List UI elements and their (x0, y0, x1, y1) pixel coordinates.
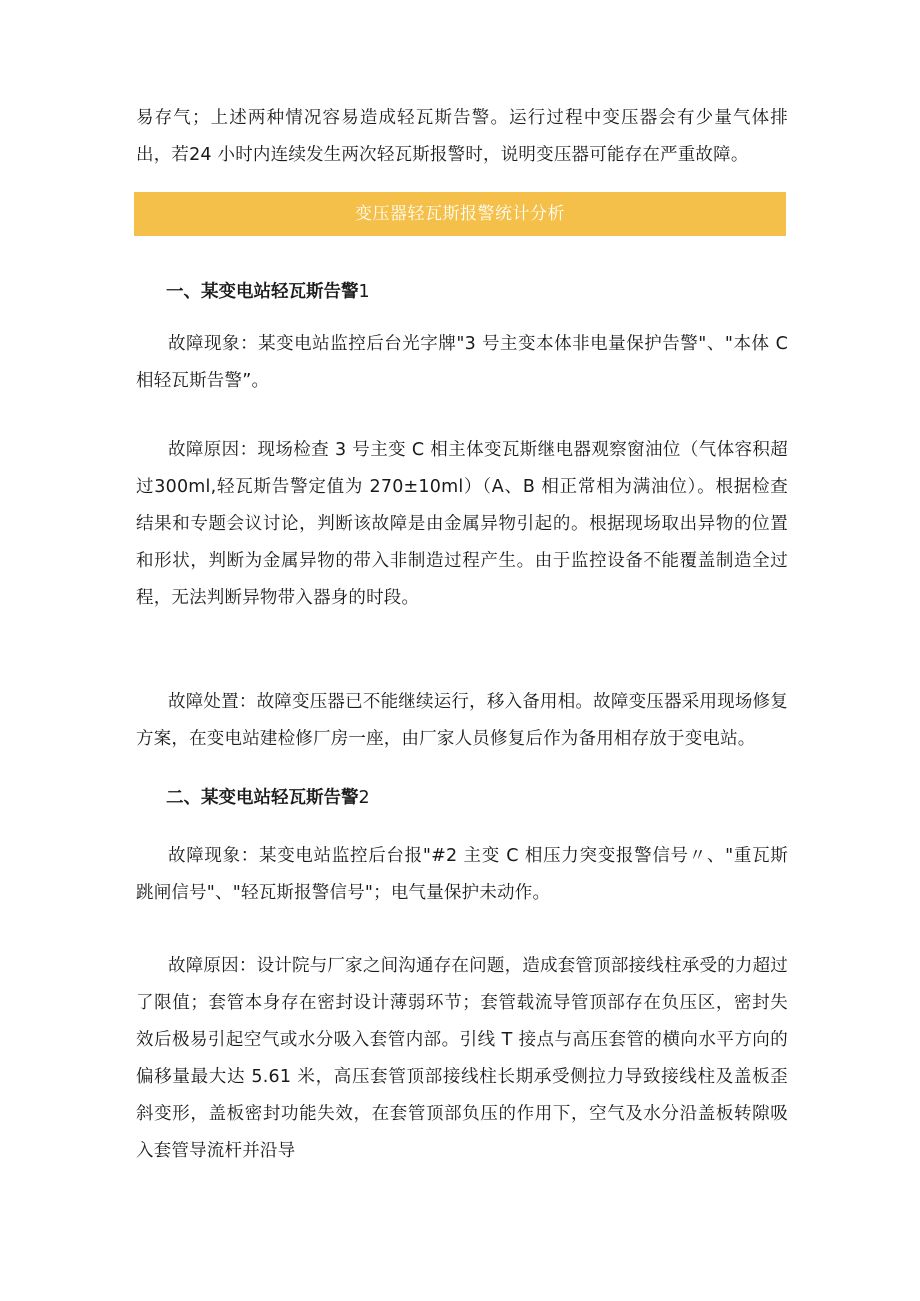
section-2-heading-number: 2 (358, 788, 370, 808)
section-1-heading-text: 一、某变电站轻瓦斯告警 (166, 282, 359, 302)
intro-paragraph: 易存气；上述两种情况容易造成轻瓦斯告警。运行过程中变压器会有少量气体排出，若24 小时内连续发生两次轻瓦斯报警时，说明变压器可能存在严重故障。 (136, 108, 788, 165)
section-1-symptom-paragraph: 故障现象：某变电站监控后台光字牌"3 号主变本体非电量保护告警"、"本体 C 相轻瓦斯告警”。 (136, 334, 788, 391)
section-1-cause-paragraph: 故障原因：现场检查 3 号主变 C 相主体变瓦斯继电器观察窗油位（气体容积超过300ml,轻瓦斯告警定值为 270±10ml）（A、B 相正常相为满油位）。根据检查结果和专题会议讨论，判断该故障是由金属异物引起的。根据现场取出异物的位置和形状，判断为金属异物的带入非制造过程产生。由于监控设备不能覆盖制造全过程，无法判断异物带入器身的时段。 (136, 440, 788, 608)
section-2-heading (166, 780, 370, 817)
section-2-symptom-paragraph: 故障现象：某变电站监控后台报"#2 主变 C 相压力突变报警信号〃、"重瓦斯跳闸信号"、"轻瓦斯报警信号"；电气量保护未动作。 (136, 846, 788, 903)
section-2-cause-paragraph: 故障原因：设计院与厂家之间沟通存在问题，造成套管顶部接线柱承受的力超过了限值；套管本身存在密封设计薄弱环节；套管载流导管顶部存在负压区，密封失效后极易引起空气或水分吸入套管内部。引线 T 接点与高压套管的横向水平方向的偏移量最大达 5.61 米，高压套管顶部接线柱长期承受侧拉力导致接线柱及盖板歪斜变形，盖板密封功能失效，在套管顶部负压的作用下，空气及水分沿盖板转隙吸入套管导流杆并沿导 (136, 956, 788, 1161)
section-1-heading (166, 274, 370, 311)
section-banner: 变压器轻瓦斯报警统计分析 (134, 192, 786, 236)
section-1-handling-paragraph: 故障处置：故障变压器已不能继续运行，移入备用相。故障变压器采用现场修复方案，在变电站建检修厂房一座，由厂家人员修复后作为备用相存放于变电站。 (136, 692, 788, 749)
section-1-heading-number: 1 (358, 282, 370, 302)
section-2-heading-text: 二、某变电站轻瓦斯告警 (166, 788, 359, 808)
